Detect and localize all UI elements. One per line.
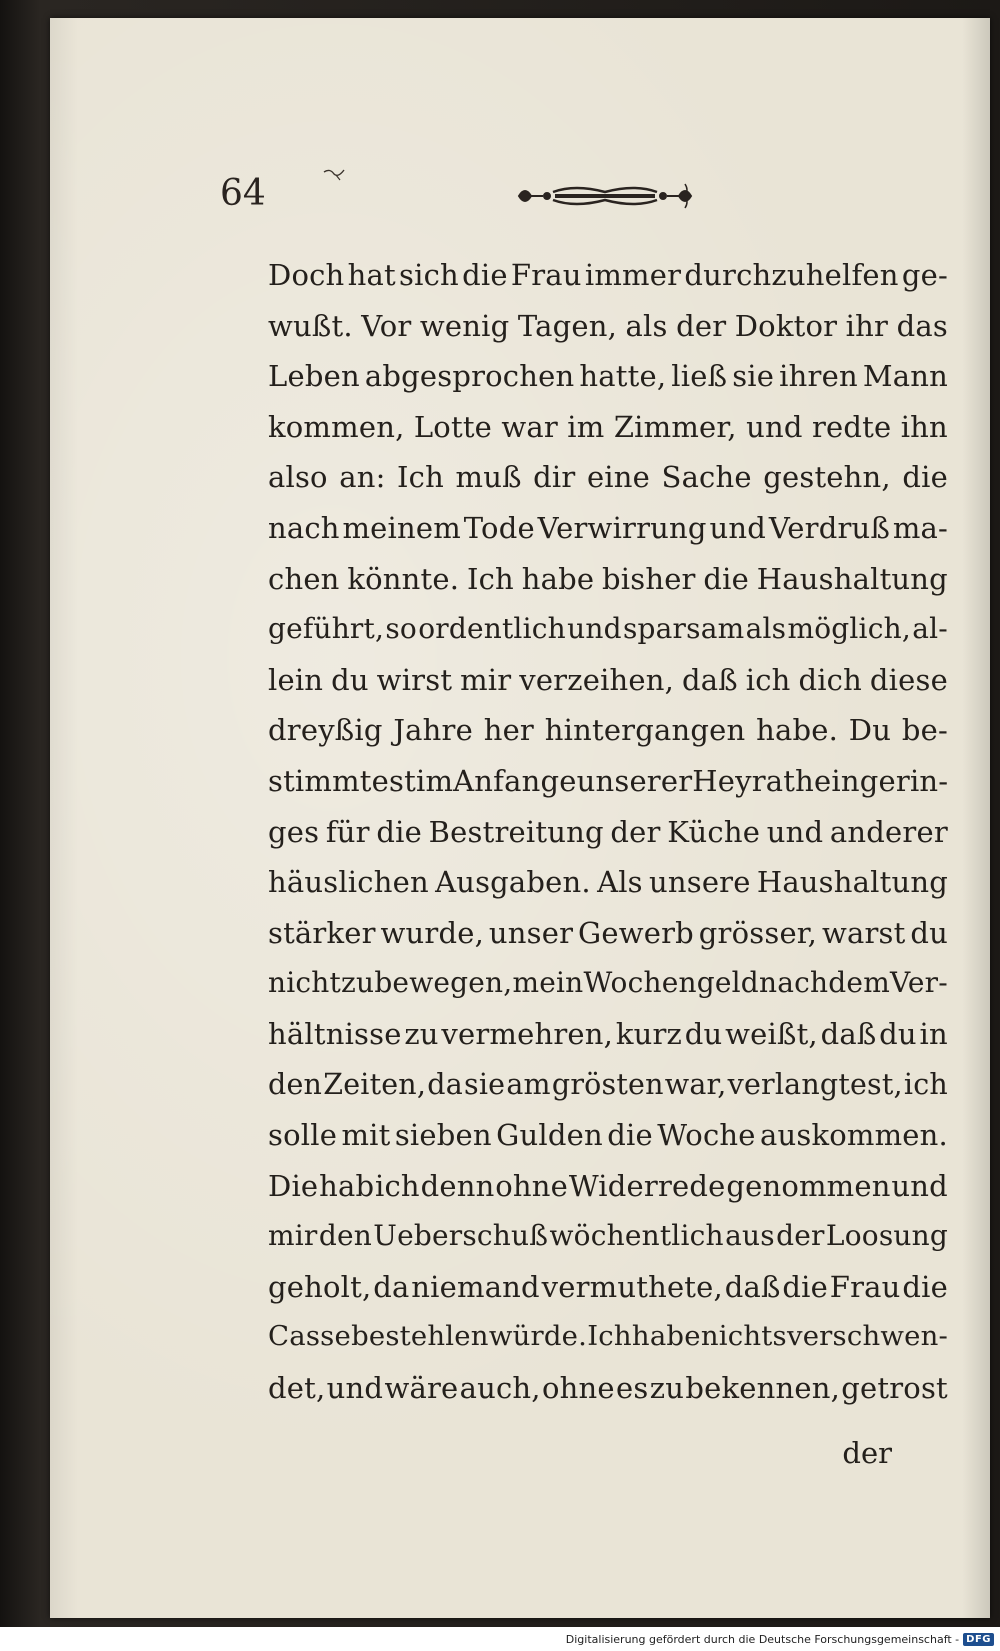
text-line: häuslichen Ausgaben. Als unsere Haushaltung bbox=[268, 865, 948, 900]
dfg-logo: DFG bbox=[963, 1633, 994, 1646]
text-line: den Zeiten, da sie am grösten war, verlangtest, ich bbox=[268, 1067, 948, 1101]
funding-notice: Digitalisierung gefördert durch die Deutsche Forschungsgemeinschaft - bbox=[565, 1632, 960, 1646]
text-line: stärker wurde, unser Gewerb grösser, warst du bbox=[268, 915, 948, 950]
text-line: kommen, Lotte war im Zimmer, und redte ihn bbox=[268, 409, 948, 444]
text-line: wußt. Vor wenig Tagen, als der Doktor ihr das bbox=[268, 308, 948, 343]
decorative-ornament-icon bbox=[515, 176, 695, 216]
text-line: geführt, so ordentlich und sparsam als möglich, al- bbox=[268, 612, 948, 646]
text-line: Die hab ich denn ohne Widerrede genommen und bbox=[268, 1168, 948, 1203]
text-line: Leben abgesprochen hatte, ließ sie ihren Mann bbox=[268, 359, 948, 394]
text-line: nicht zu bewegen, mein Wochengeld nach dem Ver- bbox=[268, 966, 948, 1000]
text-line: lein du wirst mir verzeihen, daß ich dich diese bbox=[268, 662, 948, 697]
text-line: geholt, da niemand vermuthete, daß die Frau die bbox=[268, 1269, 948, 1304]
catchword: der bbox=[842, 1436, 892, 1470]
text-line: stimmtest im Anfange unserer Heyrath ein gerin- bbox=[268, 763, 949, 798]
text-line: also an: Ich muß dir eine Sache gestehn, die bbox=[268, 460, 948, 495]
pen-mark-icon bbox=[322, 166, 346, 182]
book-page bbox=[50, 18, 990, 1618]
page-number: 64 bbox=[220, 173, 266, 214]
text-line: nach meinem Tode Verwirrung und Verdruß ma- bbox=[268, 510, 948, 545]
text-line: dreyßig Jahre her hintergangen habe. Du be- bbox=[268, 713, 948, 748]
text-line: Casse bestehlen würde. Ich habe nichts verschwen- bbox=[268, 1320, 948, 1353]
text-line: hältnisse zu vermehren, kurz du weißt, daß du in bbox=[268, 1016, 948, 1051]
text-line: solle mit sieben Gulden die Woche auskommen. bbox=[268, 1118, 948, 1153]
text-line: chen könnte. Ich habe bisher die Haushaltung bbox=[268, 561, 948, 596]
body-text bbox=[268, 258, 948, 1422]
text-line: det, und wäre auch, ohne es zu bekennen, getrost bbox=[268, 1371, 948, 1406]
text-line: Doch hat sich die Frau immer durchzuhelfen ge- bbox=[268, 258, 948, 292]
text-line: ges für die Bestreitung der Küche und anderer bbox=[268, 814, 948, 849]
text-line: mir den Ueberschuß wöchentlich aus der Loosung bbox=[268, 1219, 948, 1253]
footer-bar bbox=[0, 1627, 1000, 1651]
